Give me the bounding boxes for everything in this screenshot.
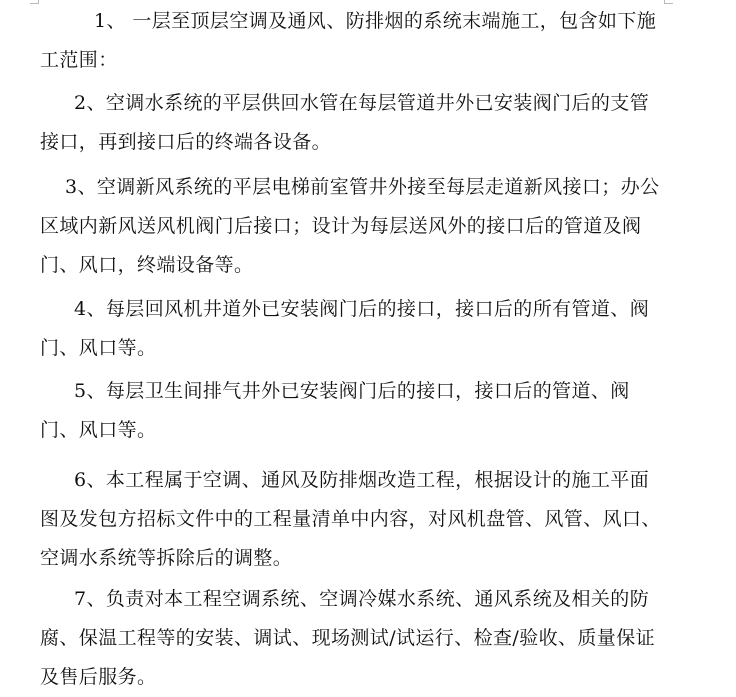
paragraph-7-responsibilities: 7、负责对本工程空调系统、空调冷媒水系统、通风系统及相关的防腐、保温工程等的安装、调试、现场测试/试运行、检查/验收、质量保证及售后服务。 <box>40 588 656 688</box>
paragraph-4-return-air: 4、每层回风机井道外已安装阀门后的接口，接口后的所有管道、阀门、风口等。 <box>40 298 650 359</box>
document-body <box>40 2 664 697</box>
paragraph-5-restroom-exhaust: 5、每层卫生间排气井外已安装阀门后的接口，接口后的管道、阀门、风口等。 <box>40 380 630 441</box>
paragraph-6-renovation-scope: 6、本工程属于空调、通风及防排烟改造工程，根据设计的施工平面图及发包方招标文件中的工程量清单中内容，对风机盘管、风管、风口、空调水系统等拆除后的调整。 <box>40 469 661 569</box>
paragraph-2-chilled-water-system: 2、空调水系统的平层供回水管在每层管道井外已安装阀门后的支管接口，再到接口后的终端各设备。 <box>40 92 650 153</box>
crop-mark-top-right-horizontal <box>664 3 673 4</box>
paragraph-3-fresh-air-system: 3、空调新风系统的平层电梯前室管井外接至每层走道新风接口；办公区域内新风送风机阀门后接口；设计为每层送风外的接口后的管道及阀门、风口，终端设备等。 <box>40 176 660 276</box>
paragraph-1-construction-scope: 1、 一层至顶层空调及通风、防排烟的系统末端施工，包含如下施工范围： <box>40 10 657 71</box>
crop-mark-top-left-horizontal <box>30 3 39 4</box>
